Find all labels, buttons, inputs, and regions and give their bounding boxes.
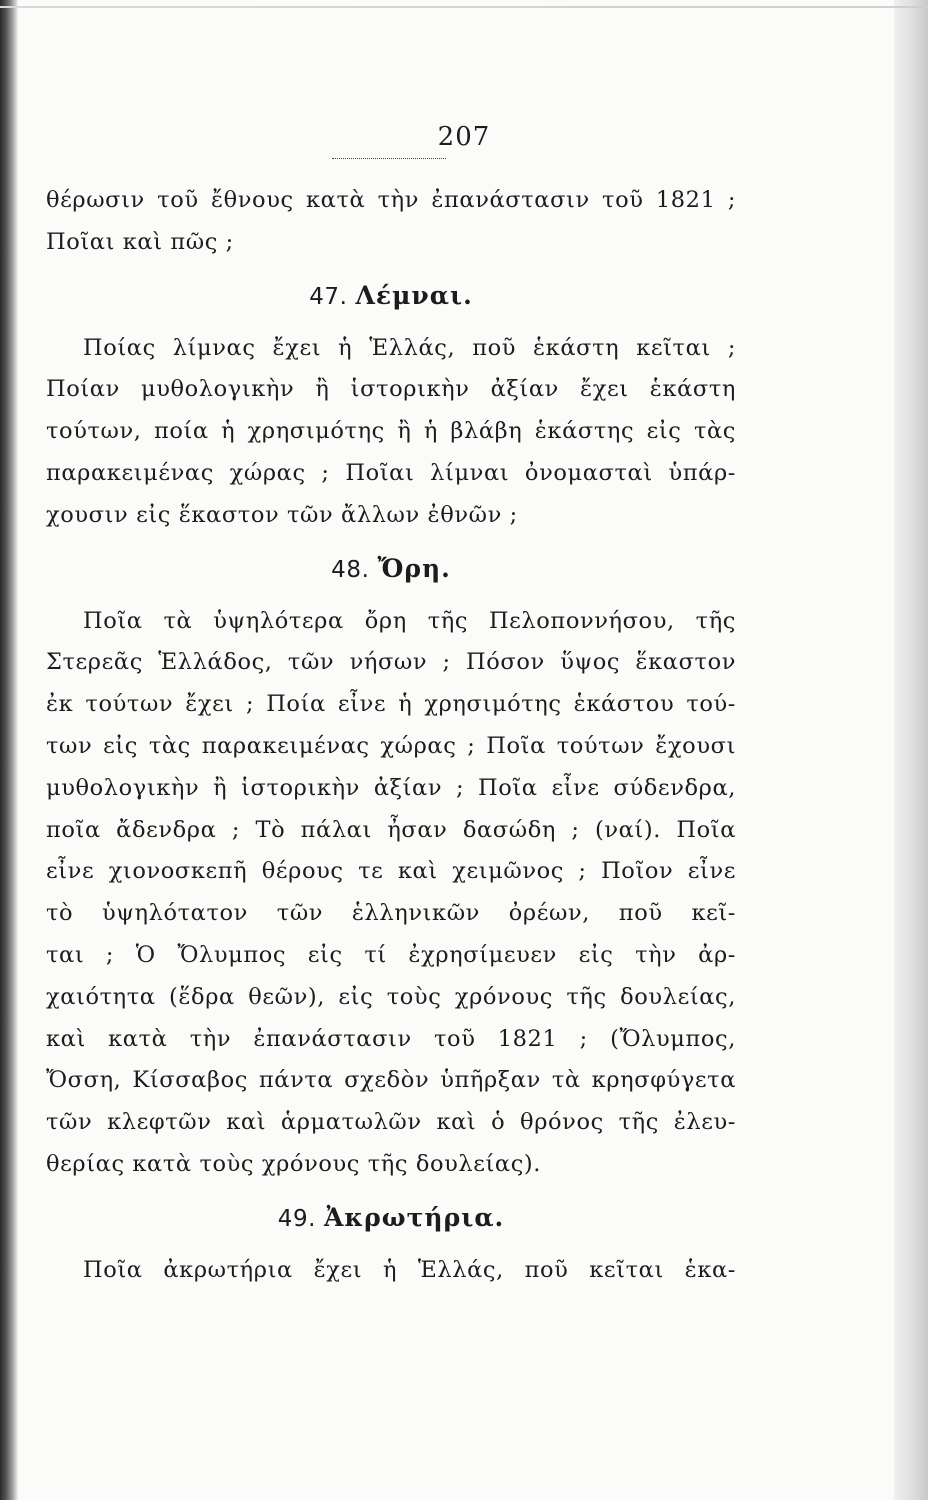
page-number-rule — [332, 158, 446, 159]
section-title: Ἀκρωτήρια. — [324, 1202, 505, 1232]
paragraph-line: καὶ κατὰ τὴν ἐπανάστασιν τοῦ 1821 ; (Ὄλυμπος, — [46, 1025, 736, 1052]
paragraph-line: Ποῖα ἀκρωτήρια ἔχει ἡ Ἑλλάς, ποῦ κεῖται ἑκα- — [83, 1256, 736, 1283]
section-heading — [46, 1186, 736, 1250]
paragraph-line: τῶν κλεφτῶν καὶ ἁρματωλῶν καὶ ὁ θρόνος τῆς ἐλευ- — [46, 1109, 736, 1136]
paragraph-line: ται ; Ὁ Ὄλυμπος εἰς τί ἐχρησίμευεν εἰς τὴν ἀρ- — [46, 941, 736, 968]
paragraph-line: παρακειμένας χώρας ; Ποῖαι λίμναι ὀνομασταὶ ὑπάρ- — [46, 459, 736, 486]
paragraph-line: Στερεᾶς Ἑλλάδος, τῶν νήσων ; Πόσον ὕψος ἕκαστον — [46, 649, 736, 676]
paragraph-line: τούτων, ποία ἡ χρησιμότης ἢ ἡ βλάβη ἑκάστης εἰς τὰς — [46, 418, 736, 445]
paragraph-line: ἐκ τούτων ἔχει ; Ποία εἶνε ἡ χρησιμότης ἑκάστου τού- — [46, 691, 736, 718]
paragraph-line: χουσιν εἰς ἕκαστον τῶν ἄλλων ἐθνῶν ; — [46, 501, 518, 528]
paragraph-line: Ποίας λίμνας ἔχει ἡ Ἑλλάς, ποῦ ἑκάστη κεῖται ; — [83, 334, 736, 361]
intro-line: Ποῖαι καὶ πῶς ; — [46, 228, 234, 255]
paragraph-line: μυθολογικὴν ἢ ἱστορικὴν ἀξίαν ; Ποῖα εἶνε σύδενδρα, — [46, 774, 736, 801]
section-number: 48. — [331, 556, 370, 583]
intro-line: θέρωσιν τοῦ ἔθνους κατὰ τὴν ἐπανάστασιν τοῦ 1821 ; — [46, 187, 736, 213]
paragraph-line: Ποῖα τὰ ὑψηλότερα ὄρη τῆς Πελοποννήσου, τῆς — [83, 607, 736, 634]
section-heading — [46, 537, 736, 601]
paragraph-line: θερίας κατὰ τοὺς χρόνους τῆς δουλείας). — [46, 1150, 542, 1177]
paragraph-line: χαιότητα (ἕδρα θεῶν), εἰς τοὺς χρόνους τῆς δουλείας, — [46, 983, 736, 1010]
top-rule — [0, 6, 928, 8]
paragraph-line: Ποίαν μυθολογικὴν ἢ ἱστορικὴν ἀξίαν ἔχει ἑκάστη — [46, 376, 736, 403]
paragraph-line: εἶνε χιονοσκεπῆ θέρους τε καὶ χειμῶνος ; Ποῖον εἶνε — [46, 858, 736, 885]
paragraph-line: των εἰς τὰς παρακειμένας χώρας ; Ποῖα τούτων ἔχουσι — [46, 732, 736, 759]
paragraph-line: Ὄσση, Κίσσαβος πάντα σχεδὸν ὑπῆρξαν τὰ κρησφύγετα — [46, 1067, 736, 1094]
section-title: Λέμναι. — [355, 280, 473, 310]
page-text — [46, 180, 736, 1292]
section-number: 49. — [277, 1205, 317, 1232]
section-number: 47. — [309, 283, 348, 310]
section-title: Ὄρη. — [377, 553, 451, 583]
binding-shadow — [0, 0, 18, 1500]
paragraph-line: ποῖα ἄδενδρα ; Τὸ πάλαι ἦσαν δασώδη ; (ναί). Ποῖα — [46, 816, 736, 843]
section-heading — [46, 264, 736, 328]
paragraph-line: τὸ ὑψηλότατον τῶν ἑλληνικῶν ὀρέων, ποῦ κεῖ- — [46, 900, 736, 927]
page-edge — [894, 0, 928, 1500]
page-number: 207 — [437, 122, 491, 152]
